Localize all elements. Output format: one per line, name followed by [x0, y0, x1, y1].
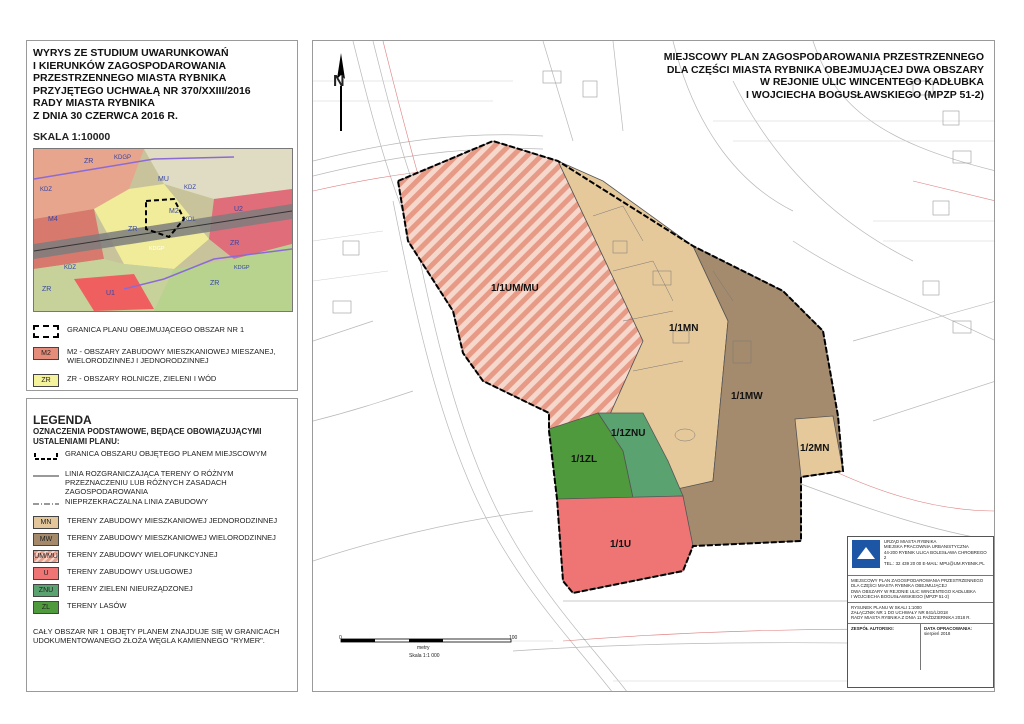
legend-footnote: CAŁY OBSZAR NR 1 OBJĘTY PLANEM ZNAJDUJE SIĘ W GRANICACH UDOKUMENTOWANEGO ZŁOŻA WĘGLA KAMIENNEGO "RYMER". [33, 627, 280, 645]
svg-text:MU: MU [158, 176, 169, 183]
legend-text: TERENY LASÓW [67, 601, 127, 610]
svg-text:U1: U1 [106, 290, 115, 297]
mw-swatch: MW [33, 533, 59, 546]
znu-swatch: ZNU [33, 584, 59, 597]
svg-text:KDL: KDL [184, 217, 196, 223]
zr-swatch: ZR [33, 374, 59, 387]
study-title [33, 47, 293, 122]
zone-label-mw: 1/1MW [731, 391, 763, 402]
tb-line: TEL.: 32 439 20 00 E-MAIL: MPU@UM.RYBNIK.PL [883, 560, 985, 566]
plan-title-line: DLA CZĘŚCI MIASTA RYBNIKA OBEJMUJĄCEJ DWA OBSZARY [666, 63, 984, 76]
svg-text:ZR: ZR [42, 286, 52, 293]
legend-text: NIEPRZEKRACZALNA LINIA ZABUDOWY [65, 497, 208, 506]
svg-text:KDZ: KDZ [40, 187, 52, 193]
scale-end: 100 [509, 635, 518, 641]
north-label: N [333, 73, 345, 90]
tb-line: DLA CZĘŚCI MIASTA RYBNIKA OBEJMUJĄCEJ [851, 583, 947, 589]
zone-label-znu: 1/1ZNU [611, 428, 646, 439]
zone-label-u: 1/1U [610, 539, 632, 550]
zone-label-mn: 1/1MN [669, 323, 699, 334]
tb-line: RYSUNEK PLANU W SKALI 1:1000 [851, 604, 922, 610]
study-extract-panel [26, 40, 298, 391]
legend-text: TERENY ZIELENI NIEURZĄDZONEJ [67, 584, 193, 593]
zone-label-ummu: 1/1UM/MU [491, 283, 539, 294]
plan-title-line: MIEJSCOWY PLAN ZAGOSPODAROWANIA PRZESTRZENNEGO [663, 51, 984, 63]
study-title-line: PRZESTRZENNEGO MIASTA RYBNIKA [33, 72, 227, 84]
legend-zone-u [33, 567, 192, 580]
tb-line: ZAŁĄCZNIK NR 1 DO UCHWAŁY NR 841/L/2018 [851, 610, 948, 616]
legend-zone-ummu [33, 550, 218, 563]
boundary-line-symbol [33, 449, 59, 463]
plan-map [312, 40, 995, 692]
legend-text: LINIA ROZGRANICZAJĄCA TERENY O RÓŻNYM PRZEZNACZENIU LUB RÓŻNYCH ZASADACH ZAGOSPODAROWANIA [65, 469, 234, 496]
tb-line: DWA OBSZARY W REJONIE ULIC WINCENTEGO KADŁUBKA [851, 588, 976, 594]
legend-text: GRANICA PLANU OBEJMUJĄCEGO OBSZAR NR 1 [67, 325, 245, 334]
svg-text:KDGP: KDGP [234, 265, 250, 271]
zl-swatch: ZL [33, 601, 59, 614]
plan-boundary-swatch [33, 325, 59, 338]
legend-subtitle: OZNACZENIA PODSTAWOWE, BĘDĄCE OBOWIĄZUJĄCYMI USTALENIAMI PLANU: [33, 427, 262, 446]
svg-text:ZR: ZR [210, 280, 220, 287]
tb-team-label: ZESPÓŁ AUTORSKI: [848, 624, 921, 670]
svg-text:ZR: ZR [230, 240, 240, 247]
title-block-plan-name [848, 576, 993, 603]
dividing-line-symbol [33, 469, 59, 483]
scale-start: 0 [339, 635, 342, 641]
study-title-line: I KIERUNKÓW ZAGOSPODAROWANIA [33, 59, 227, 72]
study-title-line: Z DNIA 30 CZERWCA 2016 R. [33, 109, 178, 122]
ummu-swatch: UM/MU [33, 550, 59, 563]
svg-text:KDZ: KDZ [64, 265, 76, 271]
legend-text: TERENY ZABUDOWY MIESZKANIOWEJ WIELORODZINNEJ [67, 533, 276, 542]
legend-zone-mn [33, 516, 277, 529]
legend-text: M2 - OBSZARY ZABUDOWY MIESZKANIOWEJ MIESZANEJ, WIELORODZINNEJ I JEDNORODZINNEJ [67, 347, 276, 365]
svg-text:KDGP: KDGP [149, 246, 165, 252]
tb-line: I WOJCIECHA BOGUSŁAWSKIEGO (MPZP 51-2) [851, 594, 950, 600]
legend-title: LEGENDA [33, 413, 92, 427]
scale-bar [341, 639, 511, 642]
zone-label-2mn: 1/2MN [800, 443, 830, 454]
legend-zone-znu [33, 584, 193, 597]
legend-boundary-line [33, 449, 267, 463]
svg-text:KDGP: KDGP [114, 155, 132, 161]
tb-line: 44-200 RYBNIK ULICA BOLESŁAWA CHROBREGO 2 [883, 549, 987, 561]
svg-text:M2: M2 [169, 208, 179, 215]
legend-panel [26, 398, 298, 692]
legend-zone-mw [33, 533, 276, 546]
legend-dividing-line [33, 469, 265, 496]
plan-title-line: W REJONIE ULIC WINCENTEGO KADŁUBKA [760, 76, 984, 88]
svg-text:KDZ: KDZ [184, 185, 196, 191]
study-title-line: RADY MIASTA RYBNIKA [33, 97, 155, 109]
m2-swatch: M2 [33, 347, 59, 360]
legend-text: ZR - OBSZARY ROLNICZE, ZIELENI I WÓD [67, 374, 217, 383]
mn-swatch: MN [33, 516, 59, 529]
legend-text: GRANICA OBSZARU OBJĘTEGO PLANEM MIEJSCOWYM [65, 449, 267, 458]
study-title-line: PRZYJĘTEGO UCHWAŁĄ NR 370/XXIII/2016 [33, 84, 251, 97]
title-block [847, 536, 994, 688]
title-block-drawing [848, 603, 993, 624]
scale-unit: metry [417, 645, 430, 651]
zone-label-zl: 1/1ZL [571, 454, 598, 465]
legend-text: TERENY ZABUDOWY MIESZKANIOWEJ JEDNORODZINNEJ [67, 516, 278, 525]
svg-text:M4: M4 [48, 216, 58, 223]
city-crest-icon [851, 539, 881, 569]
scale-label: Skala 1:1 000 [409, 653, 440, 659]
study-inset-map [33, 148, 293, 312]
svg-text:ZR: ZR [128, 226, 138, 233]
legend-zone-zl [33, 601, 126, 614]
title-block-footer [848, 624, 993, 670]
tb-line: RADY MIASTA RYBNIKA Z DNIA 11 PAŹDZIERNIKA 2018 R. [851, 615, 971, 621]
legend-building-line [33, 497, 208, 511]
plan-title-line: I WOJCIECHA BOGUSŁAWSKIEGO (MPZP 51-2) [745, 88, 984, 101]
tb-line: URZĄD MIASTA RYBNIKA [883, 539, 937, 544]
tb-date-label: DATA OPRACOWANIA: [924, 625, 972, 631]
tb-date-value: sierpień 2018 [924, 631, 951, 637]
legend-zr [33, 374, 216, 387]
svg-text:ZR: ZR [84, 158, 94, 165]
study-scale: SKALA 1:10000 [33, 131, 111, 143]
plan-title [624, 51, 984, 101]
legend-text: TERENY ZABUDOWY USŁUGOWEJ [67, 567, 193, 576]
u-swatch: U [33, 567, 59, 580]
legend-plan-boundary [33, 325, 244, 338]
title-block-office [848, 537, 993, 576]
study-title-line: WYRYS ZE STUDIUM UWARUNKOWAŃ [33, 47, 229, 59]
svg-text:U2: U2 [234, 206, 243, 213]
tb-line: MIEJSCOWY PLAN ZAGOSPODAROWANIA PRZESTRZENNEGO [851, 578, 984, 583]
legend-text: TERENY ZABUDOWY WIELOFUNKCYJNEJ [67, 550, 218, 559]
tb-line: MIEJSKA PRACOWNIA URBANISTYCZNA [883, 544, 969, 550]
building-line-symbol [33, 497, 59, 511]
legend-m2 [33, 347, 287, 365]
